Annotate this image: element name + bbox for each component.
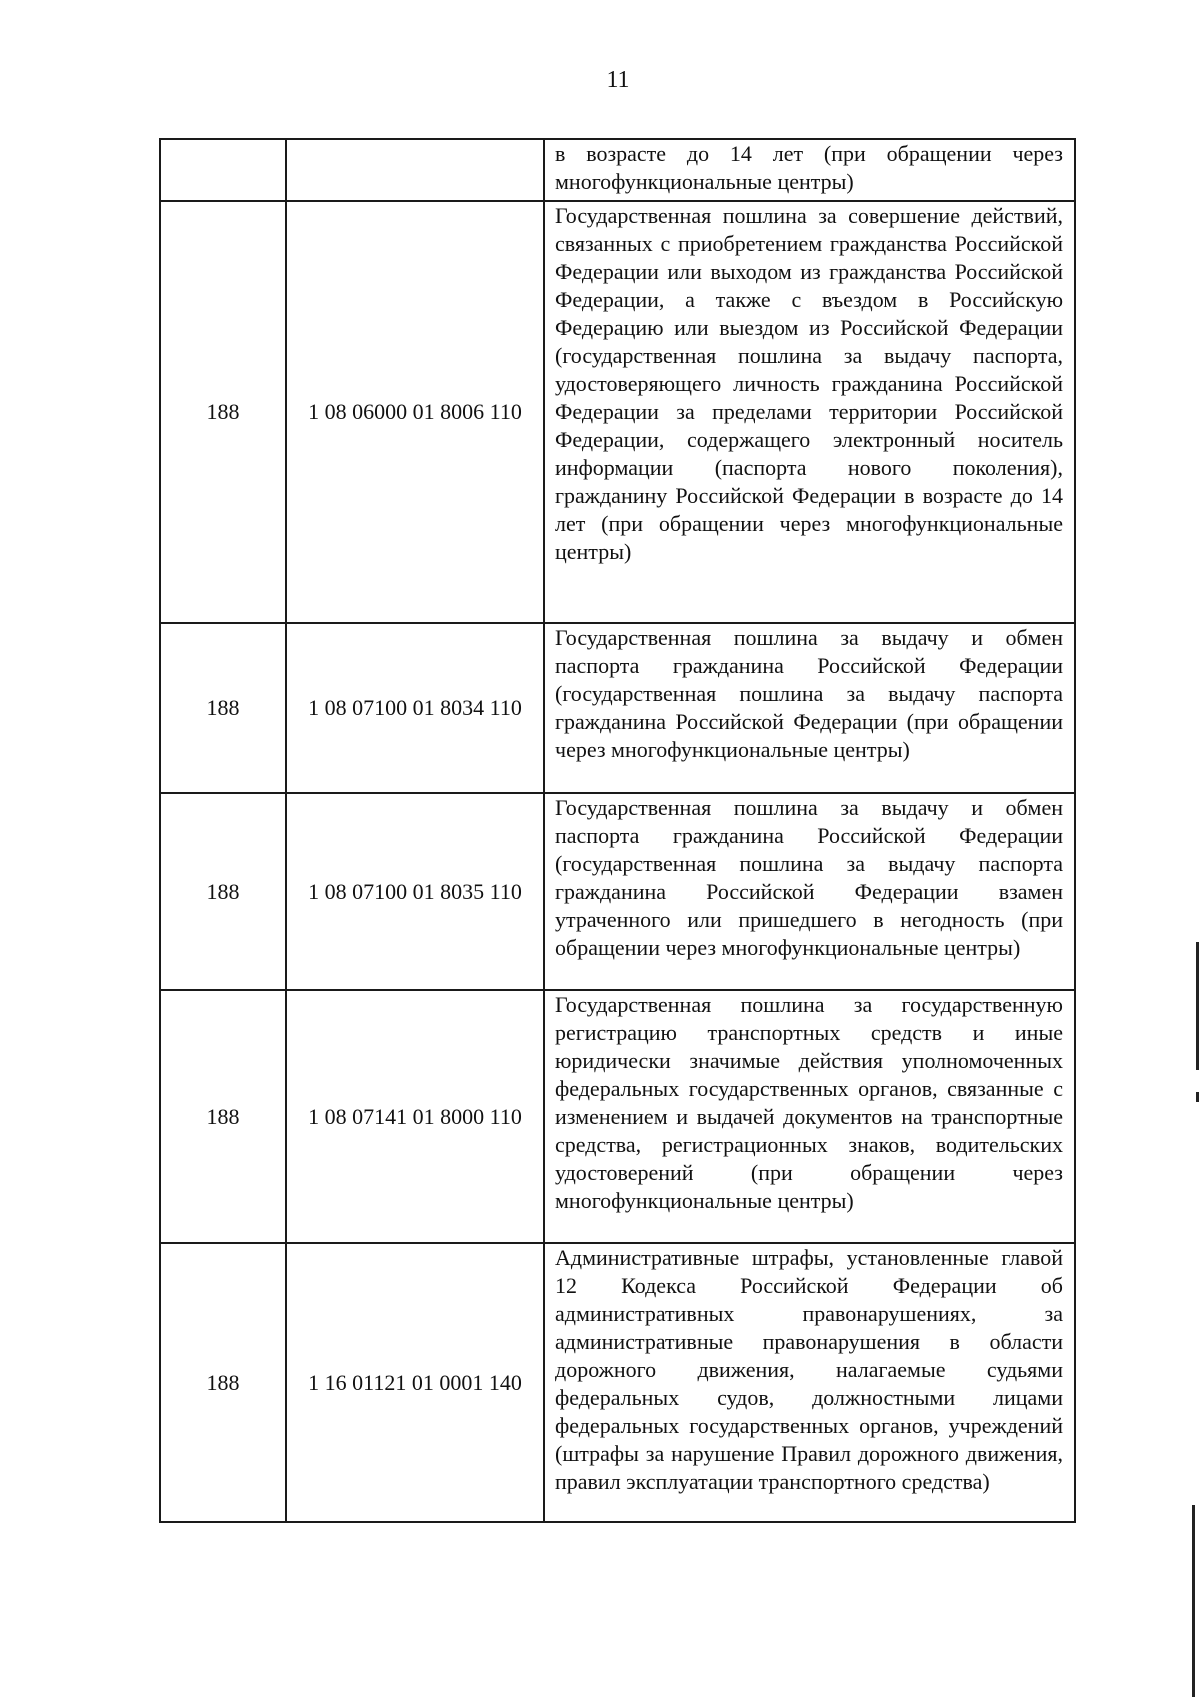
kbk-code-cell: 1 16 01121 01 0001 140 — [286, 1243, 544, 1522]
description-cell — [544, 623, 1075, 793]
table-row — [160, 1243, 1075, 1522]
description-cell — [544, 793, 1075, 990]
description-text: Государственная пошлина за совершение действий, связанных с приобретением гражданства Российской Федерации или выходом из гражданства Российской Федерации, а также с въездом в Российскую Федерацию или выездом из Российской Федерации (государственная пошлина за выдачу паспорта, удостоверяющего личность гражданина Российской Федерации за пределами территории Российской Федерации, содержащего электронный носитель информации (паспорта нового поколения), гражданину Российской Федерации в возрасте до 14 лет (при обращении через многофункциональные центры) — [555, 203, 1063, 564]
page-number: 11 — [606, 67, 630, 93]
scan-edge-mark — [1192, 1505, 1195, 1697]
description-cell — [544, 201, 1075, 623]
table-row — [160, 623, 1075, 793]
kbk-code-cell — [286, 139, 544, 201]
kbk-code-cell: 1 08 07100 01 8035 110 — [286, 793, 544, 990]
kbk-code-cell: 1 08 07141 01 8000 110 — [286, 990, 544, 1243]
admin-code-cell: 188 — [160, 793, 286, 990]
description-text: Государственная пошлина за государственную регистрацию транспортных средств и иные юридически значимые действия уполномоченных федеральных государственных органов, связанные с изменением и выдачей документов на транспортные средства, регистрационных знаков, водительских удостоверений (при обращении через многофункциональные центры) — [555, 992, 1063, 1213]
description-cell — [544, 139, 1075, 201]
kbk-code-cell: 1 08 07100 01 8034 110 — [286, 623, 544, 793]
description-text: Государственная пошлина за выдачу и обмен паспорта гражданина Российской Федерации (государственная пошлина за выдачу паспорта гражданина Российской Федерации взамен утраченного или пришедшего в негодность (при обращении через многофункциональные центры) — [555, 795, 1063, 960]
budget-codes-table — [159, 138, 1076, 1523]
description-cell — [544, 990, 1075, 1243]
admin-code-cell: 188 — [160, 1243, 286, 1522]
table-row — [160, 139, 1075, 201]
table-row — [160, 990, 1075, 1243]
table-row — [160, 201, 1075, 623]
kbk-code-cell: 1 08 06000 01 8006 110 — [286, 201, 544, 623]
admin-code-cell: 188 — [160, 201, 286, 623]
scan-edge-mark — [1196, 942, 1199, 1070]
description-text: Государственная пошлина за выдачу и обмен паспорта гражданина Российской Федерации (государственная пошлина за выдачу паспорта гражданина Российской Федерации (при обращении через многофункциональные центры) — [555, 625, 1063, 762]
description-text: в возрасте до 14 лет (при обращении через многофункциональные центры) — [555, 141, 1063, 194]
admin-code-cell: 188 — [160, 623, 286, 793]
description-cell — [544, 1243, 1075, 1522]
admin-code-cell — [160, 139, 286, 201]
table-row — [160, 793, 1075, 990]
scan-edge-mark — [1196, 1092, 1199, 1102]
description-text: Административные штрафы, установленные главой 12 Кодекса Российской Федерации об административных правонарушениях, за административные правонарушения в области дорожного движения, налагаемые судьями федеральных судов, должностными лицами федеральных государственных органов, учреждений (штрафы за нарушение Правил дорожного движения, правил эксплуатации транспортного средства) — [555, 1245, 1063, 1494]
admin-code-cell: 188 — [160, 990, 286, 1243]
